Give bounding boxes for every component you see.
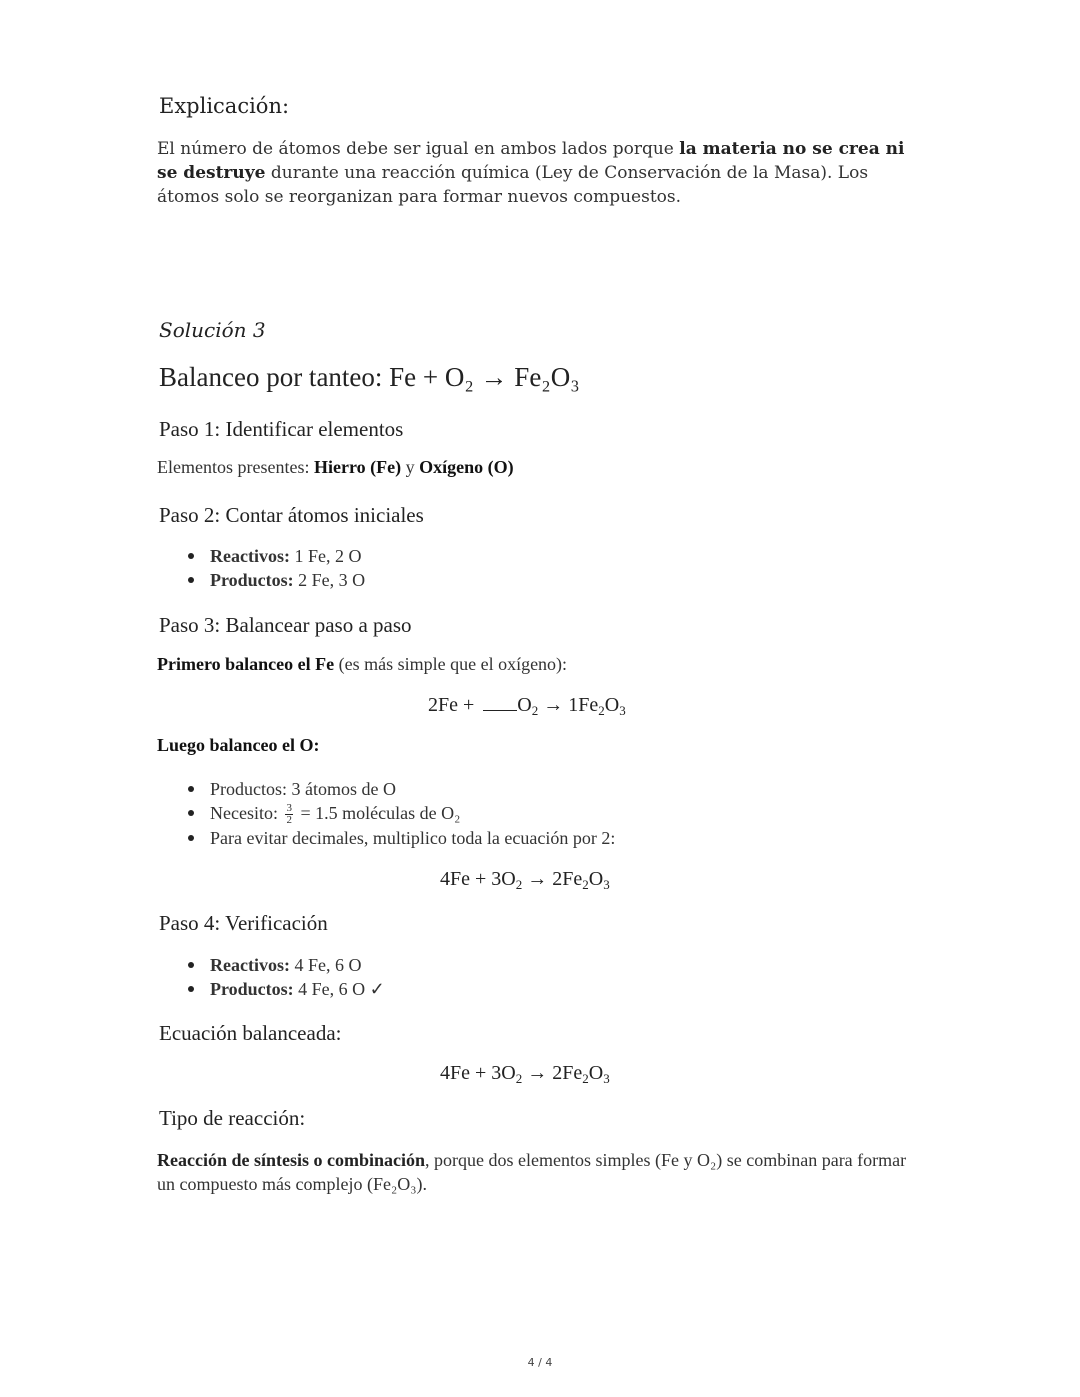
item-value: 4 Fe, 6 O ✓ [293, 979, 385, 999]
list-item [188, 953, 385, 977]
solution-label: Solución 3 [159, 318, 266, 342]
eq-part: → 2Fe [522, 868, 583, 890]
item-label: Reactivos: [210, 955, 290, 975]
step3-intro [157, 654, 567, 675]
bullet-need-post: = 1.5 moléculas de O₂ [295, 803, 461, 823]
explanation-text-1: El número de átomos debe ser igual en ambos lados porque [157, 139, 680, 159]
step2-heading: Paso 2: Contar átomos iniciales [159, 503, 424, 527]
item-value: 4 Fe, 6 O [289, 955, 362, 975]
reaction-type-rest: , porque dos elementos simples (Fe y O₂) se combinan para formar un compuesto más complejo (Fe₂O₃). [157, 1150, 907, 1194]
explanation-text-2: durante una reacción química (Ley de Conservación de la Masa). Los átomos solo se reorganizan para formar nuevos compuestos. [157, 163, 869, 207]
element-oxygen: Oxígeno (O) [419, 457, 514, 477]
eq-sub: 2 [582, 877, 589, 892]
step1-lead: Elementos presentes: [157, 457, 314, 477]
step1-text [157, 457, 514, 478]
item-label: Reactivos: [210, 546, 290, 566]
equation-balanced-step3 [440, 868, 610, 891]
item-value: 2 Fe, 3 O [293, 570, 366, 590]
list-item [188, 544, 365, 568]
eq-part: 4Fe + 3O [440, 1062, 516, 1084]
eq-part: 4Fe + 3O [440, 868, 516, 890]
eq-sub: 3 [603, 1071, 610, 1086]
fraction [285, 803, 293, 826]
bullet-multiply: Para evitar decimales, multiplico toda la ecuación por 2: [210, 828, 616, 849]
equation-final [440, 1062, 610, 1085]
eq-sub: 2 [582, 1071, 589, 1086]
step1-sep: y [401, 457, 420, 477]
list-item [188, 777, 615, 801]
eq-sub: 3 [619, 703, 626, 718]
fraction-denominator: 2 [286, 814, 292, 827]
eq-part: → 2Fe [522, 1062, 583, 1084]
item-label: Productos: [210, 570, 294, 590]
bullet-need-pre: Necesito: [210, 803, 283, 823]
eq-part: O [517, 694, 532, 716]
reaction-type-heading: Tipo de reacción: [159, 1106, 306, 1130]
then-balance-o [157, 735, 320, 756]
equation-partial [428, 694, 626, 717]
eq-part: → 1Fe [538, 694, 599, 716]
page-number: 4 / 4 [527, 1356, 553, 1369]
step4-heading: Paso 4: Verificación [159, 911, 328, 935]
list-item [188, 977, 385, 1001]
reaction-type-paragraph [157, 1148, 927, 1196]
list-item [188, 801, 615, 826]
balanced-heading: Ecuación balanceada: [159, 1021, 342, 1045]
eq-sub: 3 [603, 877, 610, 892]
step2-list [188, 544, 365, 592]
step4-list [188, 953, 385, 1001]
main-title: Balanceo por tanteo: Fe + O₂ → Fe₂O₃ [159, 362, 580, 392]
eq-part: 2Fe + [428, 694, 480, 716]
step3-intro-bold: Primero balanceo el Fe [157, 654, 335, 674]
eq-part: O [588, 868, 604, 890]
blank-line [483, 709, 517, 711]
element-iron: Hierro (Fe) [313, 457, 402, 477]
reaction-type-bold: Reacción de síntesis o combinación [157, 1150, 425, 1170]
eq-sub: 2 [598, 703, 605, 718]
eq-sub: 2 [515, 877, 523, 892]
item-value: 1 Fe, 2 O [289, 546, 362, 566]
fraction-numerator: 3 [286, 802, 292, 815]
explanation-paragraph [157, 137, 927, 209]
then-bold: Luego balanceo el O: [157, 735, 320, 755]
list-item [188, 568, 365, 592]
step1-heading: Paso 1: Identificar elementos [159, 417, 404, 441]
list-item [188, 826, 615, 850]
item-label: Productos: [210, 979, 294, 999]
step3-list [188, 777, 615, 850]
eq-sub: 2 [531, 703, 539, 718]
step3-intro-rest: (es más simple que el oxígeno): [334, 654, 568, 674]
eq-part: O [604, 694, 620, 716]
eq-part: O [588, 1062, 604, 1084]
explanation-heading: Explicación: [159, 94, 290, 118]
explanation-bold: la materia no se crea ni se destruye [157, 139, 905, 183]
step3-heading: Paso 3: Balancear paso a paso [159, 613, 412, 637]
eq-sub: 2 [515, 1071, 523, 1086]
bullet-products: Productos: 3 átomos de O [210, 779, 396, 799]
